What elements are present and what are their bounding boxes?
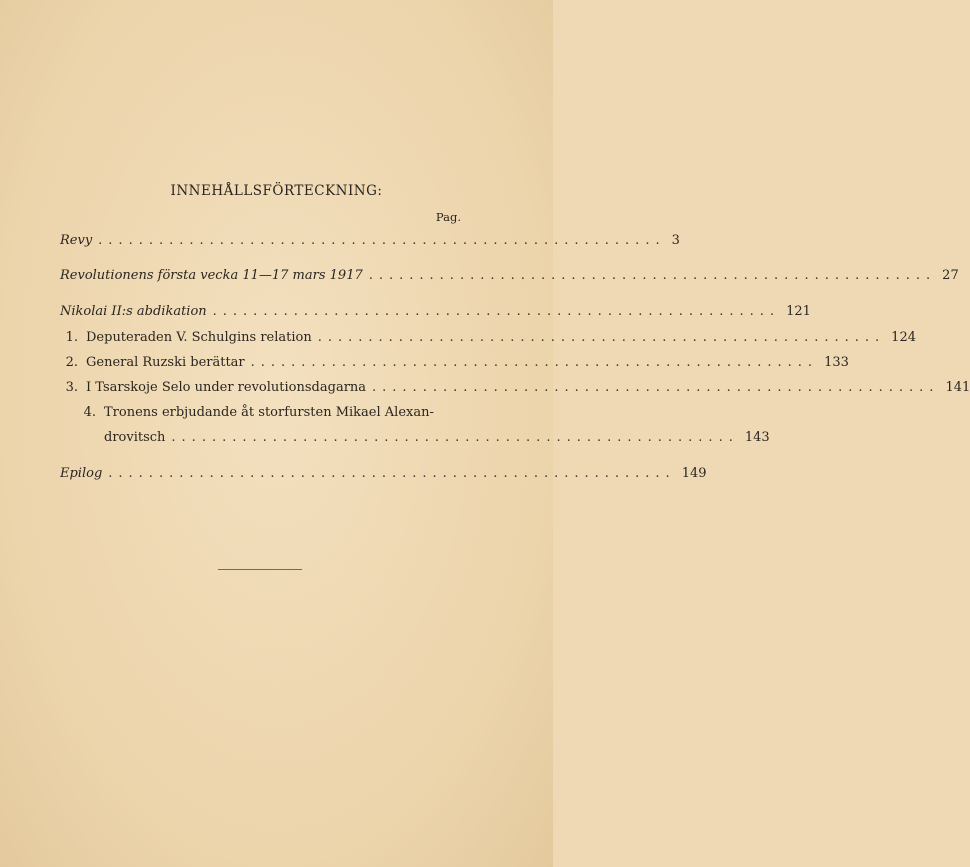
dot-leader: ........................................................	[108, 466, 676, 481]
dot-leader: ........................................................	[212, 304, 781, 319]
toc-entry-epilog	[60, 466, 707, 481]
toc-entry-sub-4-cont	[104, 430, 770, 445]
toc-number: 3.	[65, 380, 78, 395]
toc-label-wrap	[60, 330, 312, 345]
dot-leader: ........................................................	[372, 380, 940, 395]
toc-label: Tronens erbjudande åt storfursten Mikael Alexan-	[104, 405, 434, 420]
toc-label: General Ruzski berättar	[86, 355, 245, 370]
dot-leader: ........................................................	[98, 233, 666, 248]
toc-page: 121	[786, 304, 811, 319]
dot-leader: ........................................................	[368, 268, 937, 283]
toc-number: 1.	[65, 330, 78, 345]
toc-entry-sub-4	[78, 405, 463, 420]
toc-page: 27	[942, 268, 959, 283]
toc-label: Epilog	[60, 466, 103, 481]
toc-page: 124	[891, 330, 916, 345]
toc-entry-abdication	[60, 304, 811, 319]
page-title: INNEHÅLLSFÖRTECKNING:	[170, 183, 383, 199]
toc-page: 133	[824, 355, 849, 370]
toc-page: 141	[945, 380, 970, 395]
dot-leader: ........................................................	[317, 330, 886, 345]
pag-label: Pag.	[435, 210, 461, 224]
toc-label-wrap	[60, 380, 366, 395]
toc-label: Revy	[60, 233, 93, 248]
toc-page: 143	[744, 430, 770, 445]
toc-entry-revolution	[60, 268, 959, 283]
toc-page: 149	[681, 466, 707, 481]
toc-label-wrap	[60, 355, 245, 370]
toc-label: Nikolai II:s abdikation	[60, 304, 207, 319]
dot-leader: ........................................................	[250, 355, 819, 370]
dot-leader: ........................................................	[171, 430, 739, 445]
toc-label: Deputeraden V. Schulgins relation	[86, 330, 312, 345]
toc-page: 3	[671, 233, 680, 248]
toc-entry-sub-1	[60, 330, 916, 345]
toc-entry-revy	[60, 233, 680, 248]
toc-number: 2.	[65, 355, 78, 370]
toc-number: 4.	[83, 405, 96, 420]
toc-entry-sub-2	[60, 355, 849, 370]
toc-label-cont: drovitsch	[104, 430, 166, 445]
toc-label: I Tsarskoje Selo under revolutionsdagarna	[86, 380, 367, 395]
toc-label: Revolutionens första vecka 11—17 mars 1917	[60, 268, 363, 283]
toc-entry-sub-3	[60, 380, 970, 395]
divider-rule	[218, 569, 302, 570]
